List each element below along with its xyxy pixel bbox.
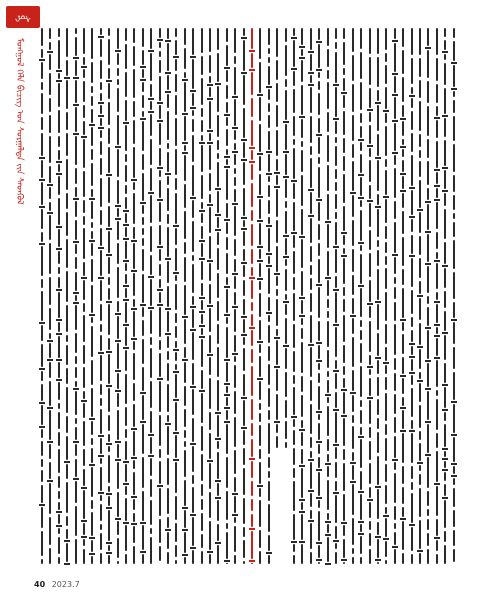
- running-header: [10, 38, 28, 558]
- text-column: [214, 28, 222, 564]
- text-column: [374, 28, 382, 564]
- text-column: [340, 28, 348, 564]
- page-number: 40: [34, 580, 46, 589]
- text-column: [441, 28, 449, 564]
- text-column: [408, 28, 416, 564]
- text-column: [256, 28, 264, 564]
- text-column: [315, 28, 323, 564]
- body-text-columns: [38, 28, 458, 564]
- text-column: [46, 28, 54, 564]
- section-badge: [6, 6, 40, 28]
- text-column: [122, 28, 130, 564]
- text-column: [63, 28, 71, 566]
- text-column: [332, 28, 340, 564]
- text-column: [273, 28, 281, 448]
- text-column: [80, 28, 88, 564]
- text-column: [164, 28, 172, 564]
- text-column: [72, 28, 80, 564]
- text-column: [240, 28, 248, 564]
- text-column: [147, 28, 155, 564]
- text-column: [450, 28, 458, 565]
- text-column: [433, 28, 441, 564]
- text-column: [366, 28, 374, 564]
- text-column: [382, 28, 390, 564]
- text-column: [198, 28, 206, 564]
- text-column: [189, 28, 197, 564]
- text-column: [399, 28, 407, 564]
- text-column: [55, 28, 63, 564]
- running-header-text: ᠮᠣᠩᠭᠣᠯ ᠬᠡᠯᠡ ᠪᠢᠴᠢᠭ ᠤᠨ ᠰᠤᠷᠭᠠᠯᠲᠠ ᠵᠢᠨ ᠰᠡᠳᠭᠦᠯ: [14, 38, 24, 205]
- text-column: [139, 28, 147, 564]
- text-column: [105, 28, 113, 564]
- text-column: [223, 28, 231, 564]
- text-column: [324, 28, 332, 566]
- text-column: [357, 28, 365, 564]
- text-column: [265, 28, 273, 564]
- text-column: [181, 28, 189, 564]
- text-column: [130, 28, 138, 564]
- text-column: [88, 28, 96, 564]
- text-column: [391, 28, 399, 564]
- text-column: [172, 28, 180, 564]
- text-column: [307, 28, 315, 564]
- text-column: [38, 28, 46, 564]
- text-column: [282, 28, 290, 448]
- text-column: [97, 28, 105, 564]
- text-column: [349, 28, 357, 564]
- section-badge-label: ᠰᠤᠷ: [15, 11, 31, 22]
- page-footer: [34, 580, 80, 594]
- text-column: [298, 28, 306, 564]
- text-column: [248, 28, 256, 564]
- text-column: [156, 28, 164, 564]
- text-column: [424, 28, 432, 564]
- text-column: [231, 28, 239, 564]
- text-column: [416, 28, 424, 564]
- text-column: [290, 28, 298, 564]
- issue-date: 2023.7: [51, 580, 80, 589]
- text-column: [114, 28, 122, 564]
- text-column: [206, 28, 214, 564]
